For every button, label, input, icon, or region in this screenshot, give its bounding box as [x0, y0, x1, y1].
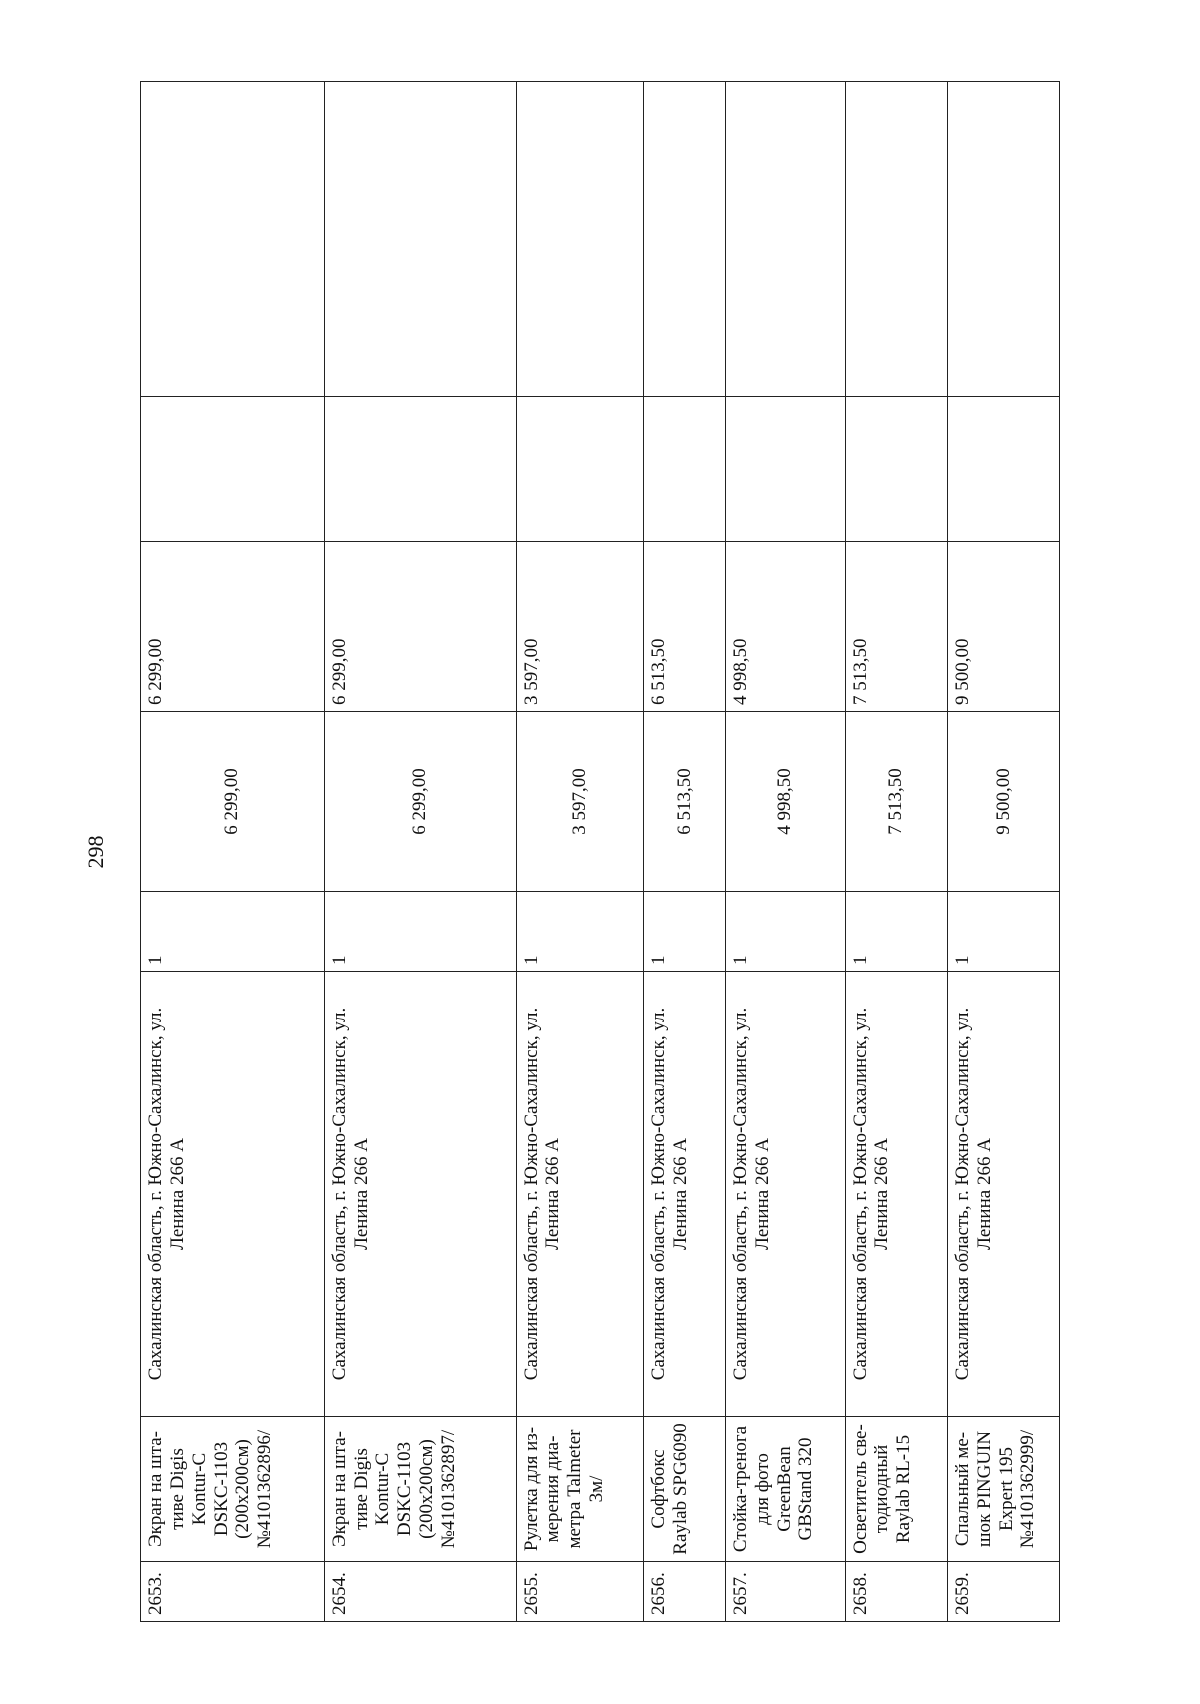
empty-cell [324, 82, 516, 397]
empty-cell [845, 82, 947, 397]
item-name: Экран на шта-тиве Digis Kontur-C DSKC-1103 (200x200см) №4101362896/ [141, 1417, 325, 1562]
item-price: 3 597,00 [516, 712, 644, 892]
rotated-table-container [140, 82, 1060, 1622]
empty-cell [324, 397, 516, 542]
table-body [141, 82, 1060, 1622]
item-address: Сахалинская область, г. Южно-Сахалинск, ул. Ленина 266 А [947, 972, 1059, 1417]
empty-cell [141, 397, 325, 542]
empty-cell [947, 397, 1059, 542]
item-total: 7 513,50 [845, 542, 947, 712]
empty-cell [516, 397, 644, 542]
item-name: Софтбокс Raylab SPG6090 [644, 1417, 725, 1562]
empty-cell [644, 82, 725, 397]
empty-cell [644, 397, 725, 542]
item-price: 4 998,50 [725, 712, 845, 892]
item-price: 9 500,00 [947, 712, 1059, 892]
row-number: 2657. [725, 1562, 845, 1622]
item-price: 7 513,50 [845, 712, 947, 892]
item-total: 6 513,50 [644, 542, 725, 712]
item-price: 6 299,00 [324, 712, 516, 892]
item-address: Сахалинская область, г. Южно-Сахалинск, ул. Ленина 266 А [141, 972, 325, 1417]
item-address: Сахалинская область, г. Южно-Сахалинск, ул. Ленина 266 А [845, 972, 947, 1417]
item-address: Сахалинская область, г. Южно-Сахалинск, ул. Ленина 266 А [324, 972, 516, 1417]
item-price: 6 299,00 [141, 712, 325, 892]
item-quantity: 1 [947, 892, 1059, 972]
table-row [947, 82, 1059, 1622]
item-quantity: 1 [845, 892, 947, 972]
empty-cell [141, 82, 325, 397]
row-number: 2653. [141, 1562, 325, 1622]
table-row [845, 82, 947, 1622]
empty-cell [845, 397, 947, 542]
table-row [644, 82, 725, 1622]
item-name: Рулетка для из-мерения диа-метра Talmeter 3м/ [516, 1417, 644, 1562]
item-total: 6 299,00 [141, 542, 325, 712]
item-price: 6 513,50 [644, 712, 725, 892]
item-name: Экран на шта-тиве Digis Kontur-C DSKC-1103 (200x200см) №4101362897/ [324, 1417, 516, 1562]
item-name: Спальный ме-шок PINGUIN Expert 195 №4101362999/ [947, 1417, 1059, 1562]
row-number: 2656. [644, 1562, 725, 1622]
empty-cell [725, 397, 845, 542]
item-name: Осветитель све-тодиодный Raylab RL-15 [845, 1417, 947, 1562]
table-row [324, 82, 516, 1622]
row-number: 2659. [947, 1562, 1059, 1622]
table-row [141, 82, 325, 1622]
empty-cell [725, 82, 845, 397]
item-total: 9 500,00 [947, 542, 1059, 712]
table-row [516, 82, 644, 1622]
item-quantity: 1 [644, 892, 725, 972]
item-address: Сахалинская область, г. Южно-Сахалинск, ул. Ленина 266 А [725, 972, 845, 1417]
page-number: 298 [83, 835, 108, 869]
item-address: Сахалинская область, г. Южно-Сахалинск, ул. Ленина 266 А [644, 972, 725, 1417]
item-address: Сахалинская область, г. Южно-Сахалинск, ул. Ленина 266 А [516, 972, 644, 1417]
item-quantity: 1 [324, 892, 516, 972]
item-quantity: 1 [725, 892, 845, 972]
row-number: 2658. [845, 1562, 947, 1622]
table-row [725, 82, 845, 1622]
item-name: Стойка-тренога для фото GreenBean GBStand 320 [725, 1417, 845, 1562]
empty-cell [947, 82, 1059, 397]
inventory-table [140, 81, 1060, 1622]
row-number: 2655. [516, 1562, 644, 1622]
item-quantity: 1 [141, 892, 325, 972]
item-total: 3 597,00 [516, 542, 644, 712]
item-total: 6 299,00 [324, 542, 516, 712]
item-quantity: 1 [516, 892, 644, 972]
item-total: 4 998,50 [725, 542, 845, 712]
row-number: 2654. [324, 1562, 516, 1622]
empty-cell [516, 82, 644, 397]
